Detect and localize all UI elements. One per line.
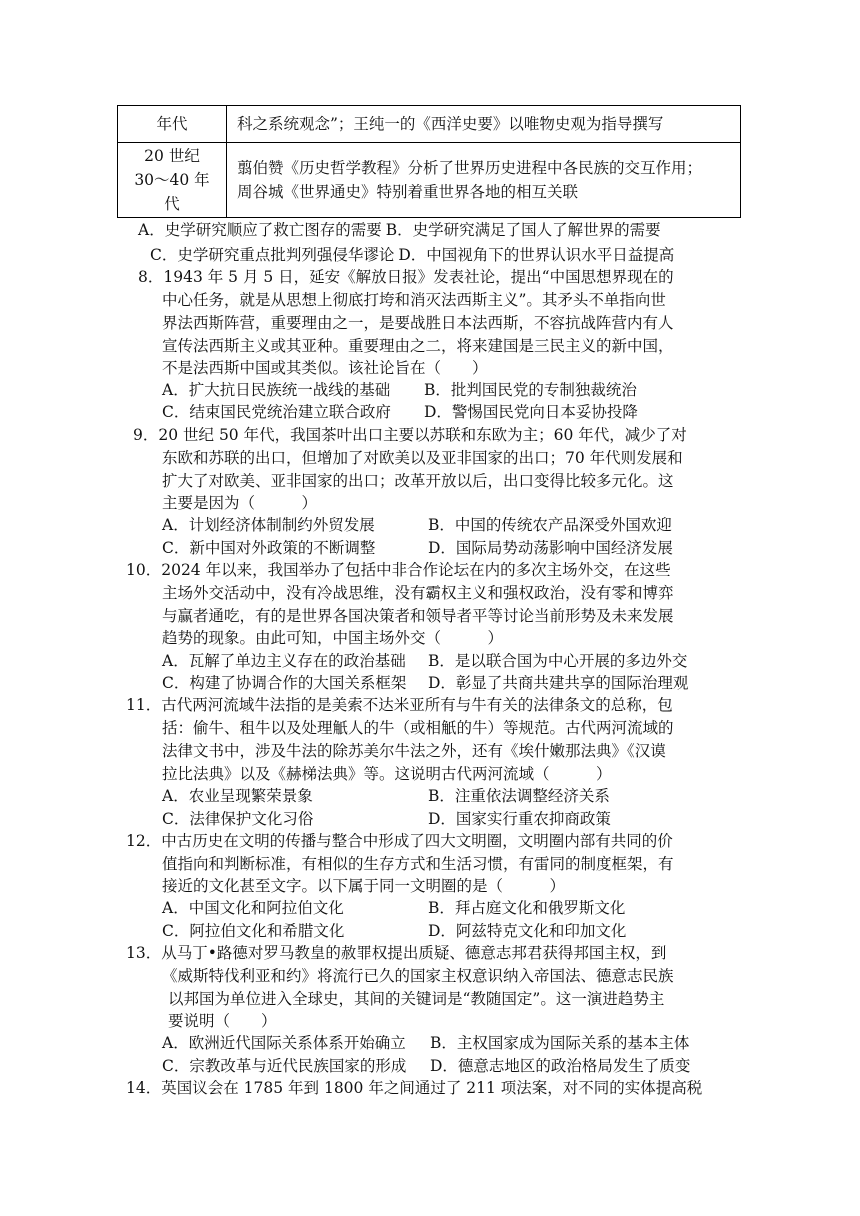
q8-stem-line: 界法西斯阵营，重要理由之一，是要战胜日本法西斯，不容抗战阵营内有人 bbox=[162, 314, 674, 332]
era-line: 代 bbox=[164, 195, 180, 213]
era-line: 20 世纪 bbox=[144, 147, 200, 165]
era-cell bbox=[118, 143, 227, 218]
table-row bbox=[118, 106, 741, 143]
q11-stem-line: 11．古代两河流域牛法指的是美索不达米亚所有与牛有关的法律条文的总称，包 bbox=[126, 696, 673, 714]
q12-options-row1 bbox=[162, 897, 625, 919]
q8-stem-line: 宣传法西斯主义或其亚种。重要理由之二，将来建国是三民主义的新中国， bbox=[162, 337, 674, 355]
option-c[interactable]: C．新中国对外政策的不断调整 bbox=[162, 539, 376, 557]
table-row bbox=[118, 143, 741, 218]
q11-options-row1 bbox=[162, 785, 610, 807]
q11-stem-line: 法律文书中，涉及牛法的除苏美尔牛法之外，还有《埃什嫩那法典》《汉谟 bbox=[162, 742, 666, 760]
q12-stem-line: 值指向和判断标准，有相似的生存方式和生活习惯，有雷同的制度框架，有 bbox=[162, 855, 674, 873]
q9-options-row2 bbox=[162, 537, 673, 559]
q13-options-row1 bbox=[162, 1032, 689, 1054]
option-d[interactable]: D．国际局势动荡影响中国经济发展 bbox=[428, 539, 673, 557]
q13-options-row2 bbox=[162, 1055, 690, 1077]
q11-options-row2 bbox=[162, 808, 611, 830]
q7-options-row1 bbox=[138, 219, 661, 241]
option-c[interactable]: C．阿拉伯文化和希腊文化 bbox=[162, 922, 345, 940]
option-b[interactable]: B．是以联合国为中心开展的多边外交 bbox=[428, 652, 688, 670]
option-c[interactable]: C．结束国民党统治建立联合政府 bbox=[162, 403, 391, 421]
q9-stem-line: 东欧和苏联的出口，但增加了对欧美以及亚非国家的出口；70 年代则发展和 bbox=[162, 449, 683, 467]
q8-stem-line: 不是法西斯中国或其类似。该社论旨在（ ） bbox=[162, 359, 488, 377]
option-d[interactable]: D．警惕国民党向日本妥协投降 bbox=[424, 403, 638, 421]
option-b[interactable]: B．拜占庭文化和俄罗斯文化 bbox=[428, 899, 626, 917]
content-cell: 科之系统观念”；王纯一的《西洋史要》以唯物史观为指导撰写 bbox=[227, 106, 741, 143]
option-a[interactable]: A．计划经济体制制约外贸发展 bbox=[162, 516, 375, 534]
content-cell bbox=[227, 143, 741, 218]
option-a[interactable]: A．瓦解了单边主义存在的政治基础 bbox=[162, 652, 406, 670]
option-c[interactable]: C．构建了协调合作的大国关系框架 bbox=[162, 674, 407, 692]
q14-stem-line: 14．英国议会在 1785 年到 1800 年之间通过了 211 项法案，对不同的实体提高税 bbox=[126, 1079, 703, 1097]
option-a[interactable]: A．欧洲近代国际关系体系开始确立 bbox=[162, 1034, 406, 1052]
q10-stem-line: 趋势的现象。由此可知，中国主场外交（ ） bbox=[162, 629, 504, 647]
option-b[interactable]: B．史学研究满足了国人了解世界的需要 bbox=[385, 221, 661, 239]
option-b[interactable]: B．主权国家成为国际关系的基本主体 bbox=[430, 1034, 690, 1052]
q10-stem-line: 10．2024 年以来，我国举办了包括中非合作论坛在内的多次主场外交，在这些 bbox=[126, 561, 671, 579]
q9-stem-line: 扩大了对欧美、亚非国家的出口；改革开放以后，出口变得比较多元化。这 bbox=[162, 472, 674, 490]
option-b[interactable]: B．批判国民党的专制独裁统治 bbox=[424, 381, 637, 399]
option-d[interactable]: D．阿兹特克文化和印加文化 bbox=[428, 922, 627, 940]
q8-options-row2 bbox=[162, 401, 638, 423]
historiography-table bbox=[117, 105, 741, 218]
content-line: 周谷城《世界通史》特别着重世界各地的相互关联 bbox=[237, 183, 579, 201]
option-d[interactable]: D．国家实行重农抑商政策 bbox=[428, 810, 611, 828]
q9-options-row1 bbox=[162, 514, 672, 536]
q10-stem-line: 主场外交活动中，没有冷战思维，没有霸权主义和强权政治，没有零和博弈 bbox=[162, 584, 674, 602]
option-a[interactable]: A．农业呈现繁荣景象 bbox=[162, 787, 313, 805]
q8-stem-line: 中心任务，就是从思想上彻底打垮和消灭法西斯主义”。其矛头不单指向世 bbox=[162, 291, 666, 309]
q8-options-row1 bbox=[162, 379, 637, 401]
q12-options-row2 bbox=[162, 920, 626, 942]
option-d[interactable]: D．德意志地区的政治格局发生了质变 bbox=[430, 1057, 691, 1075]
option-c[interactable]: C．宗教改革与近代民族国家的形成 bbox=[162, 1057, 407, 1075]
q10-stem-line: 与赢者通吃，有的是世界各国决策者和领导者平等讨论当前形势及未来发展 bbox=[162, 607, 674, 625]
q11-stem-line: 拉比法典》以及《赫梯法典》等。这说明古代两河流域（ ） bbox=[162, 765, 612, 783]
q13-stem-line: 要说明（ ） bbox=[168, 1012, 277, 1030]
q12-stem-line: 接近的文化甚至文字。以下属于同一文明圈的是（ ） bbox=[162, 877, 566, 895]
q9-stem-line: 主要是因为（ ） bbox=[162, 494, 318, 512]
q10-options-row1 bbox=[162, 650, 687, 672]
q9-stem-line: 9．20 世纪 50 年代，我国茶叶出口主要以苏联和东欧为主；60 年代，减少了对 bbox=[133, 426, 687, 444]
option-b[interactable]: B．中国的传统农产品深受外国欢迎 bbox=[428, 516, 672, 534]
option-d[interactable]: D．中国视角下的世界认识水平日益提高 bbox=[398, 246, 675, 264]
q13-stem-line: 《威斯特伐利亚和约》将流行已久的国家主权意识纳入帝国法、德意志民族 bbox=[162, 967, 674, 985]
q12-stem-line: 12．中古历史在文明的传播与整合中形成了四大文明圈，文明圈内部有共同的价 bbox=[126, 832, 673, 850]
option-c[interactable]: C．法律保护文化习俗 bbox=[162, 810, 314, 828]
q10-options-row2 bbox=[162, 672, 688, 694]
option-a[interactable]: A．史学研究顺应了救亡图存的需要 bbox=[138, 221, 382, 239]
era-cell: 年代 bbox=[118, 106, 227, 143]
option-d[interactable]: D．彰显了共商共建共享的国际治理观 bbox=[428, 674, 689, 692]
q13-stem-line: 以邦国为单位进入全球史，其间的关键词是“教随国定”。这一演进趋势主 bbox=[168, 990, 665, 1008]
option-a[interactable]: A．中国文化和阿拉伯文化 bbox=[162, 899, 344, 917]
era-line: 30～40 年 bbox=[134, 171, 210, 189]
option-a[interactable]: A．扩大抗日民族统一战线的基础 bbox=[162, 381, 391, 399]
option-b[interactable]: B．注重依法调整经济关系 bbox=[428, 787, 610, 805]
q8-stem-line: 8．1943 年 5 月 5 日，延安《解放日报》发表社论，提出“中国思想界现在的 bbox=[138, 268, 674, 286]
q7-options-row2 bbox=[150, 244, 674, 266]
q13-stem-line: 13．从马丁•路德对罗马教皇的赦罪权提出质疑、德意志邦君获得邦国主权，到 bbox=[126, 944, 667, 962]
option-c[interactable]: C．史学研究重点批判列强侵华谬论 bbox=[150, 246, 395, 264]
content-line: 翦伯赞《历史哲学教程》分析了世界历史进程中各民族的交互作用； bbox=[237, 159, 703, 177]
q11-stem-line: 括：偷牛、租牛以及处理觗人的牛（或相觗的牛）等规范。古代两河流域的 bbox=[162, 719, 674, 737]
